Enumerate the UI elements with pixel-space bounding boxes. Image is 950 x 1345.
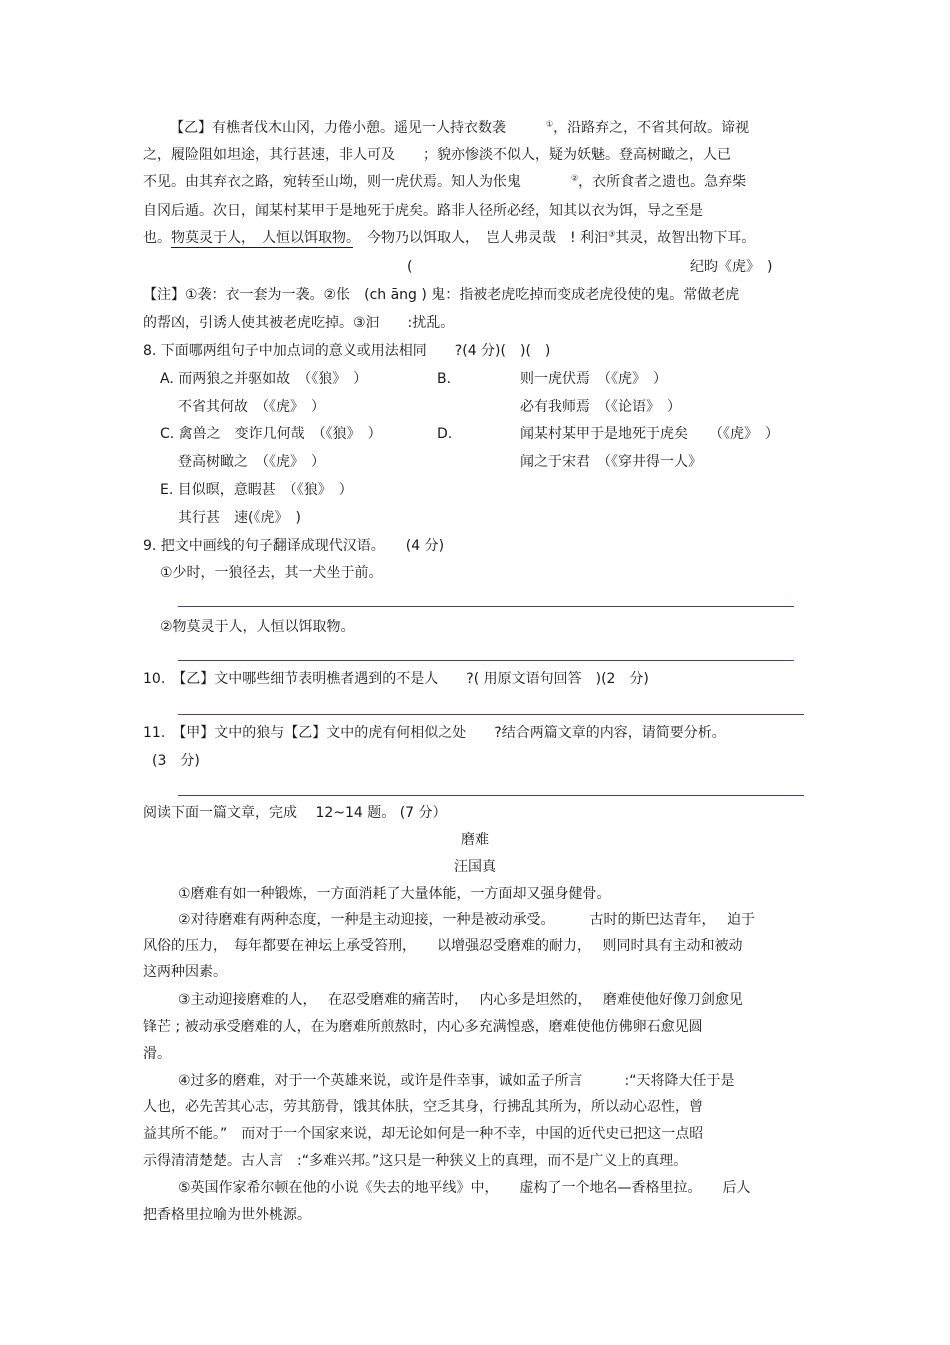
text-run: （《狼》 ） (318, 426, 382, 442)
text-run: 《虎》 ) (253, 510, 301, 526)
text-run: 不省其何故 (178, 399, 248, 415)
text-run: 必有我师焉 (520, 399, 590, 415)
text-run: 其行甚 速( (178, 510, 254, 526)
article-p3-line-3: 滑。 (143, 1046, 171, 1062)
q8-option-a-2 (178, 397, 325, 417)
article-p1: ①磨难有如一种锻炼，一方面消耗了大量体能，一方面却又强身健骨。 (178, 886, 611, 902)
q8-option-c-2 (178, 452, 325, 472)
q8-option-e-1 (160, 480, 353, 500)
question-10: 10. 【乙】文中哪些细节表明樵者遇到的不是人 ?( 用原文语句回答 )(2 分) (143, 671, 649, 687)
text-run: 其灵，故智出物下耳。 (615, 230, 756, 246)
article-author: 汪国真 (454, 859, 496, 875)
text-run: ，衣所食者之遗也。急弃柴 (578, 174, 747, 190)
text-run: （《虎》 ） (262, 454, 325, 470)
text-run: 登高树瞰之 (178, 454, 248, 470)
article-p3-line-2: 锋芒 ; 被动承受磨难的人，在为磨难所煎熬时，内心多充满惶惑，磨难使他仿佛卵石愈见圆 (143, 1019, 703, 1035)
article-p3-line-1: ③主动迎接磨难的人， 在忍受磨难的痛苦时， 内心多是坦然的， 磨难使他好像刀剑愈见 (178, 992, 743, 1008)
q8-option-e-2 (178, 508, 301, 528)
footnote-ref-3: ③ (608, 229, 616, 239)
q8-option-c-1 (160, 424, 382, 444)
passage-yi-line-4: 自冈后遁。次日，闻某村某甲于是地死于虎矣。路非人径所必经，知其以衣为饵，导之至是 (143, 203, 703, 219)
text-run: （《狼》 ） (289, 482, 353, 498)
passage-yi-line-1 (170, 118, 749, 138)
q9-sentence-2: ②物莫灵于人，人恒以饵取物。 (160, 619, 355, 635)
text-run: E. 目似暝，意暇甚 (160, 482, 276, 498)
text-run: 【乙】有樵者伐木山冈，力倦小憩。遥见一人持衣数袭 (170, 120, 506, 136)
q11-answer-line[interactable] (178, 795, 804, 796)
footnote-ref-1: ① (546, 119, 554, 129)
question-8-stem: 8. 下面哪两组句子中加点词的意义或用法相同 ?(4 分)( )( ) (143, 343, 551, 359)
passage-yi-line-5 (143, 228, 755, 248)
question-11-line-1: 11. 【甲】文中的狼与【乙】文中的虎有何相似之处 ?结合两篇文章的内容，请简要分析。 (143, 725, 726, 741)
article-p2-line-1: ②对待磨难有两种态度，一种是主动迎接，一种是被动承受。 古时的斯巴达青年， 迫于 (178, 912, 755, 928)
article-p2-line-3: 这两种因素。 (143, 964, 227, 980)
text-run: （《论语》 ） (604, 399, 681, 415)
text-run: ，沿路弃之，不省其何故。谛视 (553, 120, 750, 136)
passage-yi-line-2: 之，履险阻如坦途，其行甚速，非人可及 ；貌亦惨淡不似人，疑为妖魅。登高树瞰之，人已 (143, 147, 731, 163)
q8-option-b-2 (520, 397, 681, 417)
reading-intro: 阅读下面一篇文章，完成 12~14 题。 (7 分） (143, 805, 447, 821)
text-run: 闻之于宋君 (520, 454, 590, 470)
source-paren: ( (407, 259, 413, 275)
article-p4-line-4: 示得清清楚楚。古人言 :“多难兴邦。”这只是一种狭义上的真理，而不是广义上的真理。 (143, 1153, 688, 1169)
article-p5-line-1: ⑤英国作家希尔顿在他的小说《失去的地平线》中， 虚构了一个地名—香格里拉。 后人 (178, 1180, 751, 1196)
q8-option-b-1 (520, 369, 667, 389)
q9-answer-line-1[interactable] (178, 606, 794, 607)
article-p4-line-3: 益其所不能。” 而对于一个国家来说，却无论如何是一种不幸，中国的近代史已把这一点昭 (143, 1126, 704, 1142)
text-run: C. 禽兽之 变诈几何哉 (160, 426, 305, 442)
q8-option-d-1 (520, 424, 779, 444)
article-p2-line-2: 风俗的压力， 每年都要在神坛上承受笞刑， 以增强忍受磨难的耐力， 则同时具有主动和被动 (143, 938, 743, 954)
text-run: （《狼》 ） (304, 371, 368, 387)
q8-option-b-label: B. (437, 371, 452, 387)
text-run: 则一虎伏焉 (520, 371, 590, 387)
note-line-2: 的帮凶，引诱人使其被老虎吃掉。③汩 :扰乱。 (143, 315, 455, 331)
q8-option-a-1 (160, 369, 367, 389)
passage-yi-line-3 (143, 172, 746, 192)
q8-option-d-label: D. (437, 426, 453, 442)
article-p5-line-2: 把香格里拉喻为世外桃源。 (143, 1207, 311, 1223)
text-run: （《虎》 ） (262, 399, 325, 415)
article-title: 磨难 (461, 832, 489, 848)
article-p4-line-2: 人也，必先苦其心志，劳其筋骨，饿其体肤，空乏其身，行拂乱其所为，所以动心忍性，曾 (143, 1099, 703, 1115)
text-run: 不见。由其弃衣之路，宛转至山坳，则一虎伏焉。知人为伥鬼 (143, 174, 521, 190)
q9-answer-line-2[interactable] (178, 660, 794, 661)
question-9-stem: 9. 把文中画线的句子翻译成现代汉语。 (4 分) (143, 538, 445, 554)
text-run: 闻某村某甲于是地死于虎矣 (520, 426, 688, 442)
text-run: （《穿井得一人》 (604, 454, 702, 470)
q9-sentence-1: ①少时，一狼径去，其一犬坐于前。 (160, 565, 383, 581)
footnote-ref-2: ② (571, 173, 579, 183)
text-run: A. 而两狼之并驱如故 (160, 371, 291, 387)
underlined-sentence: 物莫灵于人， 人恒以饵取物。 (171, 230, 353, 246)
question-11-line-2: (3 分) (152, 753, 200, 769)
source-citation: 纪昀《虎》 ) (690, 259, 773, 275)
text-run: （《虎》 ） (604, 371, 667, 387)
text-run: 今物乃以饵取人， 岂人弗灵哉 ! 利汩 (353, 230, 609, 246)
note-line-1: 【注】①袭：衣一套为一袭。②伥 (ch āng ) 鬼：指被老虎吃掉而变成老虎役使的鬼。常做老虎 (143, 287, 740, 303)
article-p4-line-1: ④过多的磨难，对于一个英雄来说，或许是件幸事，诚如孟子所言 :“天将降大任于是 (178, 1073, 735, 1089)
q10-answer-line[interactable] (178, 714, 804, 715)
text-run: 也。 (143, 230, 171, 246)
q8-option-d-2 (520, 452, 702, 472)
text-run: （《虎》 ） (716, 426, 779, 442)
